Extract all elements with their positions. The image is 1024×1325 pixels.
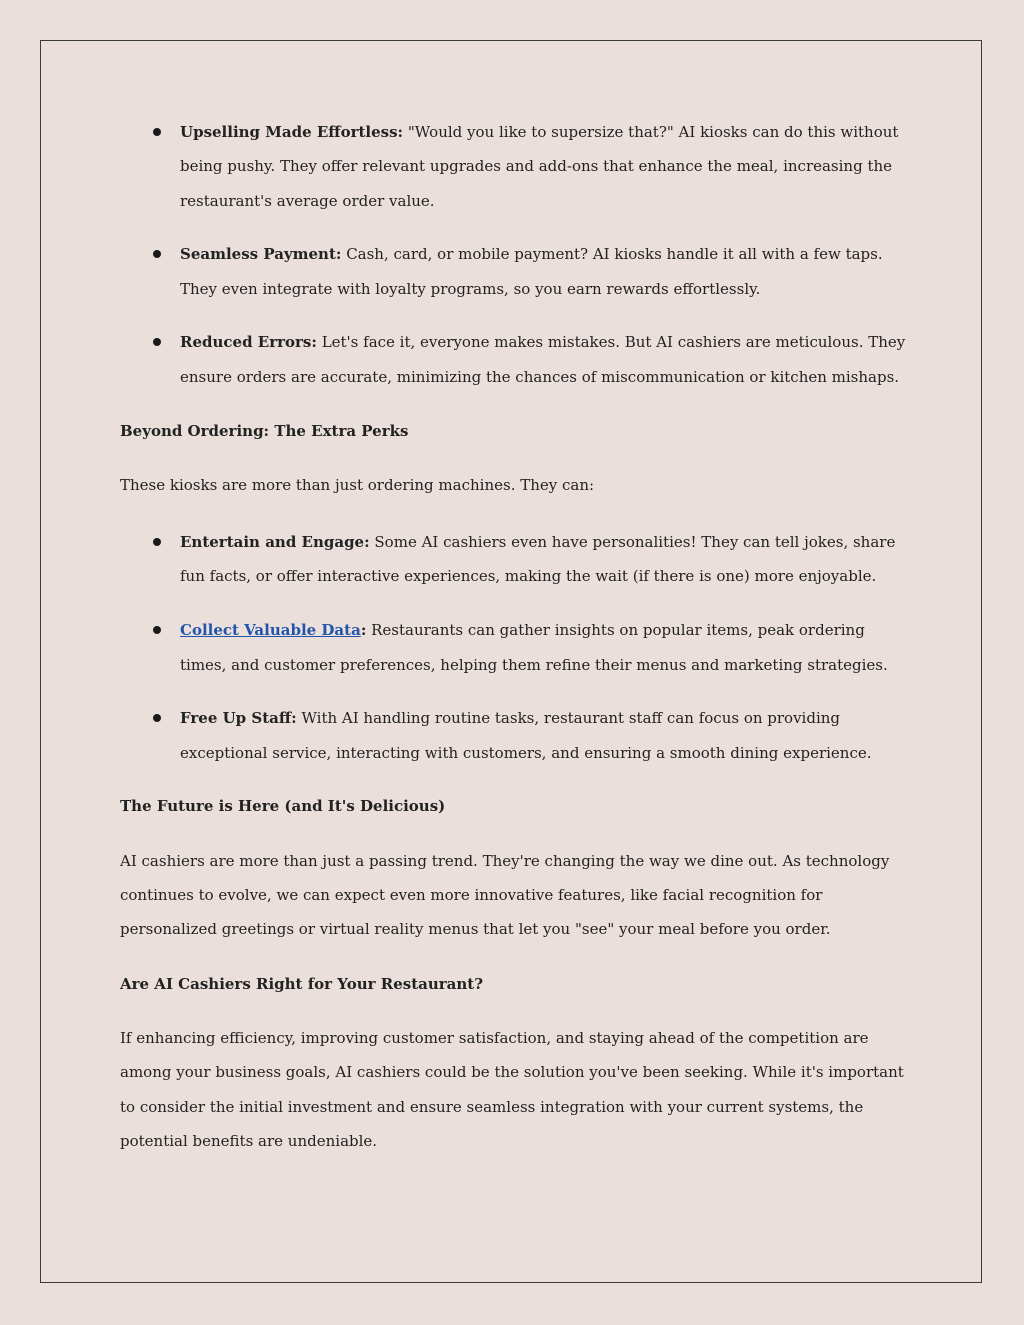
bullet-icon bbox=[153, 250, 161, 258]
bullet-term: Free Up Staff: bbox=[180, 709, 297, 728]
bullet-colon: : bbox=[360, 621, 367, 640]
bullet-term: Seamless Payment: bbox=[180, 245, 342, 264]
bullet-icon bbox=[153, 338, 161, 346]
bullet-text: Some AI cashiers even have personalities! They can tell jokes, share fun facts, or offer interactive experiences, making the wait (if there is one) more enjoyable. bbox=[180, 533, 896, 586]
bullet-text: Restaurants can gather insights on popular items, peak ordering times, and customer preferences, helping them refine their menus and marketing strategies. bbox=[180, 621, 888, 674]
bullet-icon bbox=[153, 714, 161, 722]
list-item-upselling bbox=[120, 115, 910, 218]
bullet-term: Upselling Made Effortless: bbox=[180, 123, 404, 141]
document-body bbox=[120, 115, 910, 1178]
bullet-text: Cash, card, or mobile payment? AI kiosks handle it all with a few taps. They even integrate with loyalty programs, so you earn rewards effortlessly. bbox=[180, 245, 883, 298]
list-item-errors bbox=[120, 325, 910, 394]
section-heading-extra-perks: Beyond Ordering: The Extra Perks bbox=[120, 421, 409, 440]
bullet-term: Reduced Errors: bbox=[180, 333, 317, 352]
bullet-text: With AI handling routine tasks, restaurant staff can focus on providing exceptional service, interacting with customers, and ensuring a smooth dining experience. bbox=[180, 709, 872, 762]
section-body-future: AI cashiers are more than just a passing trend. They're changing the way we dine out. As technology continues to evolve, we can expect even more innovative features, like facial recognition for personalized greetings or virtual reality menus that let you "see" your meal before you order. bbox=[120, 851, 890, 939]
bullet-text: "Would you like to supersize that?" AI kiosks can do this without being pushy. They offer relevant upgrades and add-ons that enhance the meal, increasing the restaurant's average order value. bbox=[180, 123, 899, 210]
section-body-right-for-you: If enhancing efficiency, improving customer satisfaction, and staying ahead of the competition are among your business goals, AI cashiers could be the solution you've been seeking. While it's important to consider the initial investment and ensure seamless integration with your current systems, the potential benefits are undeniable. bbox=[120, 1028, 904, 1150]
bullet-icon bbox=[153, 128, 161, 136]
list-item-payment bbox=[120, 237, 910, 306]
list-item-entertain bbox=[120, 525, 910, 594]
bullet-term: Entertain and Engage: bbox=[180, 533, 370, 552]
benefits-list bbox=[120, 115, 910, 394]
section-heading-right-for-you: Are AI Cashiers Right for Your Restaurant? bbox=[120, 974, 483, 993]
list-item-collect-data bbox=[120, 613, 910, 682]
bullet-icon bbox=[153, 538, 161, 546]
section-heading-future: The Future is Here (and It's Delicious) bbox=[120, 797, 446, 816]
perks-list bbox=[120, 525, 910, 770]
bullet-text: Let's face it, everyone makes mistakes. But AI cashiers are meticulous. They ensure orders are accurate, minimizing the chances of miscommunication or kitchen mishaps. bbox=[180, 333, 906, 386]
bullet-icon bbox=[153, 626, 161, 634]
collect-data-link[interactable]: Collect Valuable Data bbox=[180, 621, 361, 640]
list-item-free-staff bbox=[120, 701, 910, 770]
section-intro: These kiosks are more than just ordering machines. They can: bbox=[120, 475, 595, 494]
